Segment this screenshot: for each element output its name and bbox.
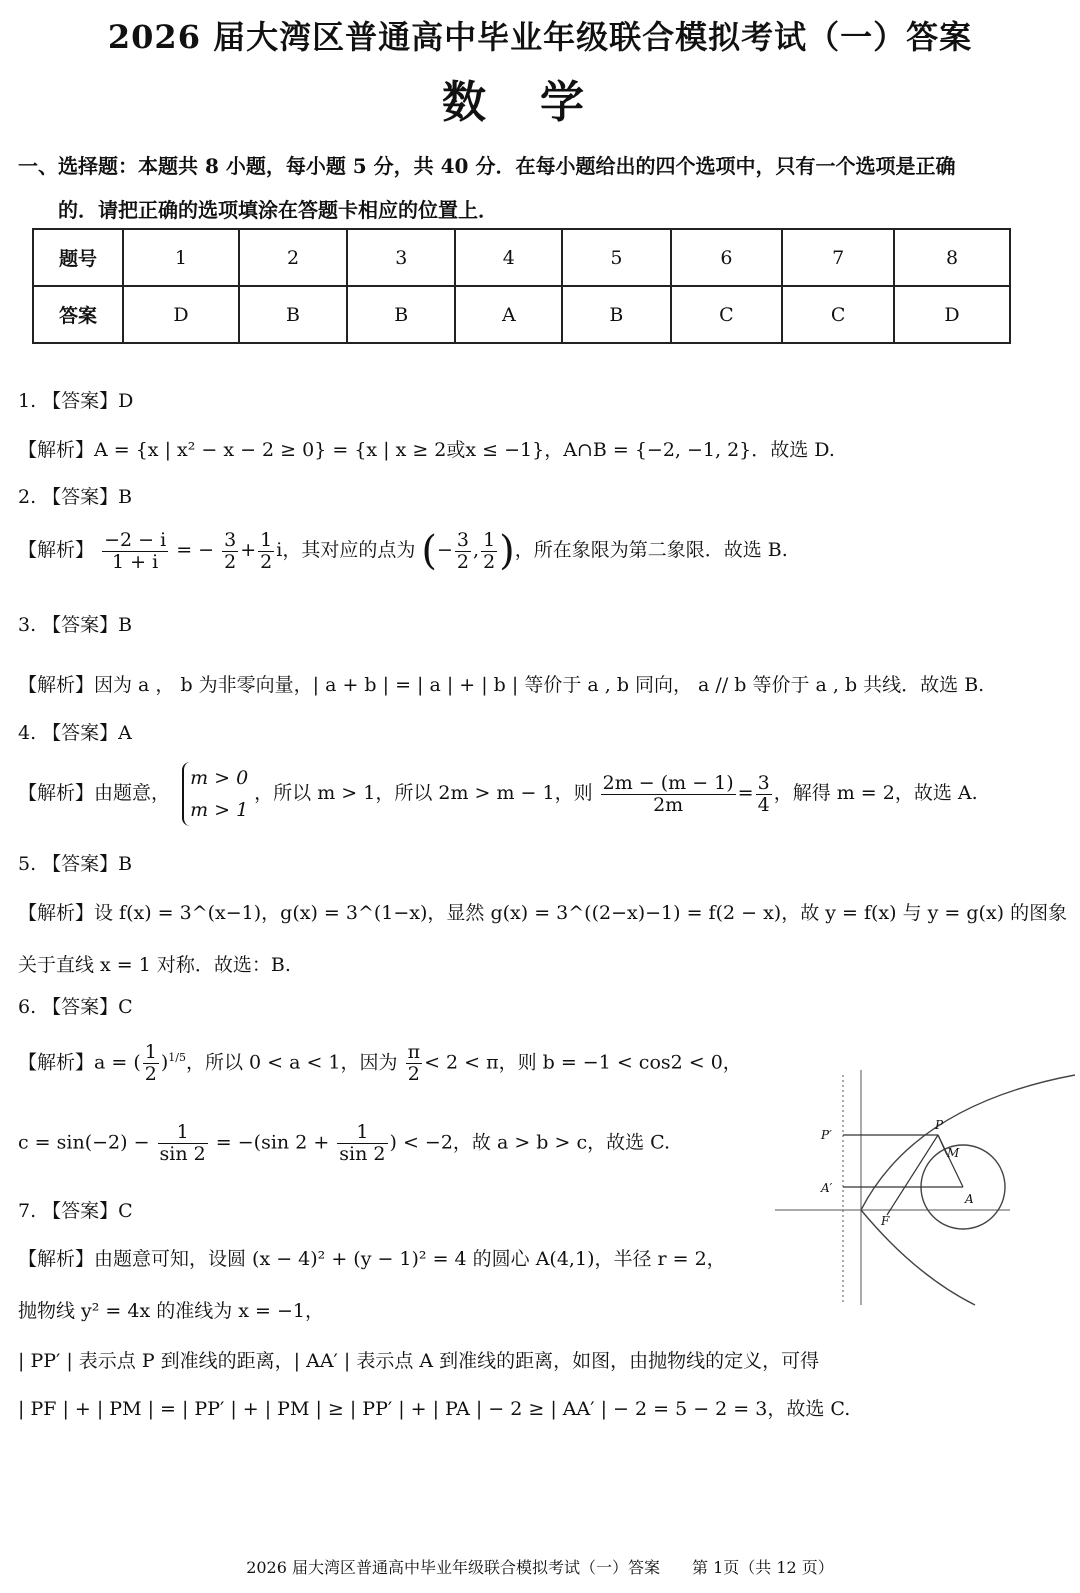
q4-answer: 4. 【答案】A <box>18 722 132 744</box>
frac-den: sin 2 <box>159 1142 206 1165</box>
question-number: 7 <box>782 229 894 286</box>
answer-cell: C <box>782 286 894 343</box>
q3-label: 【解析】 <box>18 674 95 696</box>
q2-point-x <box>455 530 471 573</box>
frac-den: 2m <box>653 793 684 816</box>
q7-answer: 7. 【答案】C <box>18 1200 133 1222</box>
q4-label: 【解析】由题意， <box>18 782 171 804</box>
q6-answer: 6. 【答案】C <box>18 996 133 1018</box>
answer-cell: C <box>671 286 783 343</box>
label-p: P <box>935 1118 944 1132</box>
page-footer: 2026 届大湾区普通高中毕业年级联合模拟考试（一）答案 第 1页（共 12 页） <box>246 1558 834 1577</box>
q6-c2: = −(sin 2 + <box>215 1131 330 1154</box>
q2-point-y <box>481 530 497 573</box>
q6-label: 【解析】a = ( <box>18 1051 141 1074</box>
frac-den: 4 <box>757 793 770 816</box>
q6-exponent: 1/5 <box>168 1051 186 1065</box>
q5-answer: 5. 【答案】B <box>18 853 133 875</box>
section-instructions <box>18 144 1062 232</box>
question-number: 8 <box>894 229 1010 286</box>
question-number: 2 <box>239 229 347 286</box>
q6-c1: c = sin(−2) − <box>18 1131 150 1154</box>
page-title: 2026 届大湾区普通高中毕业年级联合模拟考试（一）答案 <box>107 18 973 56</box>
q7-solution-line4: | PF | + | PM | = | PP′ | + | PM | ≥ | PP′ | + | PA | − 2 ≥ | AA′ | − 2 = 5 − 2 = 3，故选 C. <box>18 1398 851 1420</box>
q2-denominator: 1 + i <box>112 550 159 573</box>
frac-num: 1 <box>483 528 496 551</box>
label-a-prime: A′ <box>821 1181 833 1195</box>
q7-solution-line2: 抛物线 y² = 4x 的准线为 x = −1， <box>18 1300 324 1322</box>
label-f: F <box>881 1214 890 1228</box>
q2-end: ，所在象限为第二象限．故选 B. <box>514 539 788 561</box>
q1-answer: 1. 【答案】D <box>18 390 134 412</box>
q2-label: 【解析】 <box>18 539 95 561</box>
frac-den: 2 <box>260 550 273 573</box>
question-number: 3 <box>347 229 455 286</box>
q2-answer: 2. 【答案】B <box>18 486 133 508</box>
q6-pi-half <box>406 1042 423 1085</box>
answer-table <box>32 228 1011 344</box>
q6-text-b: < 2 < π，则 b = −1 < cos2 < 0， <box>424 1051 742 1074</box>
frac-num: 3 <box>757 771 770 794</box>
frac-den: 2 <box>483 550 496 573</box>
q7-solution-line3: | PP′ | 表示点 P 到准线的距离，| AA′ | 表示点 A 到准线的距离，如图，由抛物线的定义，可得 <box>18 1350 820 1372</box>
question-number: 6 <box>671 229 783 286</box>
q6-inv-sin2-b <box>337 1122 387 1165</box>
q2-frac-three-halves <box>222 530 238 573</box>
answer-table-row-answers <box>33 286 1010 343</box>
answer-cell: D <box>894 286 1010 343</box>
label-a: A <box>965 1192 974 1206</box>
frac-den: 2 <box>144 1062 157 1085</box>
q4-cond2: m > 1 <box>190 799 249 821</box>
answer-cell: B <box>347 286 455 343</box>
question-number: 4 <box>455 229 562 286</box>
q4-system <box>182 762 248 826</box>
answer-cell: B <box>562 286 670 343</box>
q3-body: 因为 a ， b 为非零向量，| a + b | = | a | + | b | 等价于 a , b 同向， a // b 等价于 a , b 共线．故选 B. <box>94 674 985 696</box>
q6-solution-line1: 【解析】a = ( $\frac{1}{2}$ )$^{1/5}$，所以 0 < a < 1，因为 $\frac{\pi}{2}$ < 2 < π，则 b = −1 < cos2 < 0， <box>18 1041 742 1085</box>
q2-numerator: −2 − i <box>104 528 167 551</box>
frac-num: 1 <box>260 528 273 551</box>
answer-cell: A <box>455 286 562 343</box>
q4-fraction-result <box>756 773 772 816</box>
subject-title: 数学 <box>442 77 638 128</box>
q2-frac-one-half <box>258 530 274 573</box>
answer-cell: B <box>239 286 347 343</box>
frac-den: 2 <box>407 1062 420 1085</box>
section-instructions-line2: 的．请把正确的选项填涂在答题卡相应的位置上． <box>58 198 498 222</box>
q4-text-a: ，所以 m > 1，所以 2m > m − 1，则 <box>254 782 593 804</box>
q5-solution-line1: 【解析】设 f(x) = 3^(x−1)，g(x) = 3^(1−x)，显然 g(x) = 3^((2−x)−1) = f(2 − x)，故 y = f(x) 与 y = g(x) 的图象 <box>18 902 1068 924</box>
q2-equals: = − <box>176 539 215 561</box>
frac-num: π <box>407 1041 421 1063</box>
q3-solution <box>18 670 984 697</box>
q2-solution: 【解析】 $\frac{-2 - i}{1 + i}$ = − $\frac{3}{2}$ + $\frac{1}{2}$ i，其对应的点为 (− $\frac{3}{2}$ , $\frac{1}{2}$ )，所在象限为第二象限．故选 B. <box>18 528 788 574</box>
label-p-prime: P′ <box>821 1128 832 1142</box>
q6-text-a: ，所以 0 < a < 1，因为 <box>185 1051 398 1074</box>
segment-pf <box>887 1135 938 1215</box>
parabola <box>861 1075 1075 1305</box>
q4-text-b: ，解得 m = 2，故选 A. <box>773 782 978 804</box>
q4-solution: 【解析】由题意， m > 0 m > 1 ，所以 m > 1，所以 2m > m − 1，则 $\frac{2m - (m - 1)}{2m}$ = $\frac{3}{4}$ ，解得 m = 2，故选 A. <box>18 762 978 826</box>
answer-cell: D <box>123 286 239 343</box>
frac-num: 2m − (m − 1) <box>602 771 734 794</box>
parabola-circle-figure <box>775 1065 1075 1315</box>
frac-num: 1 <box>337 1122 387 1144</box>
question-number: 5 <box>562 229 670 286</box>
q6-solution-line2 <box>18 1122 670 1165</box>
row-label-answers: 答案 <box>33 286 123 343</box>
q2-text: ，其对应的点为 <box>282 539 416 561</box>
q6-half <box>143 1042 159 1085</box>
q2-imag-unit: i <box>276 539 283 561</box>
q6-inv-sin2-a <box>158 1122 208 1165</box>
q4-fraction <box>601 773 736 816</box>
q1-solution: 【解析】A = {x | x² − x − 2 ≥ 0} = {x | x ≥ 2或x ≤ −1}，A∩B = {−2, −1, 2}．故选 D. <box>18 439 835 461</box>
q4-cond1: m > 0 <box>190 767 249 789</box>
answer-table-row-numbers <box>33 229 1010 286</box>
row-label-numbers: 题号 <box>33 229 123 286</box>
q3-answer: 3. 【答案】B <box>18 614 133 636</box>
q2-fraction <box>102 530 168 573</box>
frac-num: 1 <box>144 1041 157 1063</box>
label-m: M <box>947 1146 960 1160</box>
frac-num: 3 <box>224 528 237 551</box>
frac-den: 2 <box>456 550 470 573</box>
frac-den: sin 2 <box>339 1142 386 1165</box>
q5-solution-line2: 关于直线 x = 1 对称．故选：B. <box>18 954 291 976</box>
frac-num: 1 <box>158 1122 208 1144</box>
frac-den: 2 <box>224 550 237 573</box>
q7-solution-line1: 【解析】由题意可知，设圆 (x − 4)² + (y − 1)² = 4 的圆心 A(4,1)，半径 r = 2， <box>18 1248 726 1270</box>
question-number: 1 <box>123 229 239 286</box>
section-instructions-line1: 一、选择题：本题共 8 小题，每小题 5 分，共 40 分．在每小题给出的四个选项中，只有一个选项是正确 <box>18 154 956 178</box>
frac-num: 3 <box>456 528 470 551</box>
q6-c3: ) < −2，故 a > b > c，故选 C. <box>389 1131 671 1154</box>
